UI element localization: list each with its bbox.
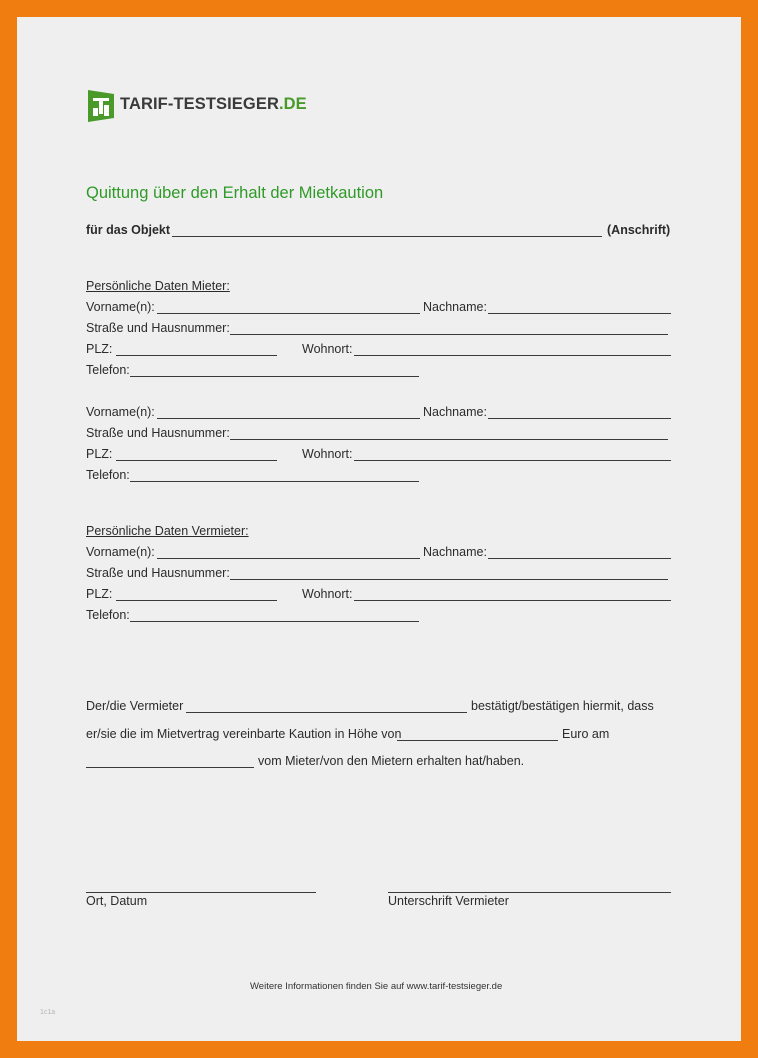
footer-info: Weitere Informationen finden Sie auf www.tarif-testsieger.de xyxy=(250,981,503,992)
tenant1-telefon-field[interactable] xyxy=(130,376,419,377)
tenant2-wohnort-label: Wohnort: xyxy=(302,447,353,461)
receipt-date-field[interactable] xyxy=(86,767,254,768)
tenant1-telefon-label: Telefon: xyxy=(86,363,130,377)
landlord-wohnort-field[interactable] xyxy=(354,600,671,601)
statement-line2-end: Euro am xyxy=(562,727,610,741)
tenant1-wohnort-field[interactable] xyxy=(354,355,671,356)
statement-line3-end: vom Mieter/von den Mietern erhalten hat/haben. xyxy=(258,754,525,768)
place-date-signature-line[interactable] xyxy=(86,892,316,893)
landlord-nachname-field[interactable] xyxy=(488,558,671,559)
statement-line1-end: bestätigt/bestätigen hiermit, dass xyxy=(471,699,654,713)
object-suffix: (Anschrift) xyxy=(607,223,671,237)
watermark: 1c1a xyxy=(40,1009,56,1016)
logo-wordmark xyxy=(120,95,307,114)
landlord-wohnort-label: Wohnort: xyxy=(302,587,353,601)
logo-domain: .DE xyxy=(278,95,307,113)
tenant1-strasse-field[interactable] xyxy=(230,334,668,335)
tenant1-nachname-field[interactable] xyxy=(488,313,671,314)
tenant2-strasse-field[interactable] xyxy=(230,439,668,440)
landlord-signature-label: Unterschrift Vermieter xyxy=(388,894,509,908)
tenant1-vorname-field[interactable] xyxy=(157,313,420,314)
object-address-field[interactable] xyxy=(172,236,602,237)
deposit-amount-field[interactable] xyxy=(397,740,558,741)
tenant1-nachname-label: Nachname: xyxy=(423,300,487,314)
tenant2-nachname-label: Nachname: xyxy=(423,405,487,419)
landlord-strasse-label: Straße und Hausnummer: xyxy=(86,566,230,580)
page-title: Quittung über den Erhalt der Mietkaution xyxy=(86,184,384,202)
landlord-telefon-label: Telefon: xyxy=(86,608,130,622)
statement-line1-start: Der/die Vermieter xyxy=(86,699,184,713)
tenant1-vorname-label: Vorname(n): xyxy=(86,300,155,314)
tenant2-wohnort-field[interactable] xyxy=(354,460,671,461)
tenant1-plz-field[interactable] xyxy=(116,355,277,356)
tenant2-plz-label: PLZ: xyxy=(86,447,113,461)
landlord-nachname-label: Nachname: xyxy=(423,545,487,559)
brand-logo xyxy=(86,88,306,124)
landlord-plz-field[interactable] xyxy=(116,600,277,601)
landlord-telefon-field[interactable] xyxy=(130,621,419,622)
landlord-signature-line[interactable] xyxy=(388,892,671,893)
tenant2-nachname-field[interactable] xyxy=(488,418,671,419)
tenant2-telefon-label: Telefon: xyxy=(86,468,130,482)
tenant1-plz-label: PLZ: xyxy=(86,342,113,356)
landlord-strasse-field[interactable] xyxy=(230,579,668,580)
place-date-label: Ort, Datum xyxy=(86,894,148,908)
landlord-plz-label: PLZ: xyxy=(86,587,113,601)
landlord-name-field[interactable] xyxy=(186,712,467,713)
tenant2-vorname-label: Vorname(n): xyxy=(86,405,155,419)
landlord-vorname-field[interactable] xyxy=(157,558,420,559)
logo-name: TARIF-TESTSIEGER xyxy=(120,95,279,113)
object-label: für das Objekt xyxy=(86,223,171,237)
landlord-heading: Persönliche Daten Vermieter: xyxy=(86,524,249,538)
tenant1-strasse-label: Straße und Hausnummer: xyxy=(86,321,230,335)
logo-icon xyxy=(86,88,116,122)
tenant2-plz-field[interactable] xyxy=(116,460,277,461)
tenant2-strasse-label: Straße und Hausnummer: xyxy=(86,426,230,440)
landlord-vorname-label: Vorname(n): xyxy=(86,545,155,559)
tenant2-vorname-field[interactable] xyxy=(157,418,420,419)
tenant-heading: Persönliche Daten Mieter: xyxy=(86,279,230,293)
statement-line2-start: er/sie die im Mietvertrag vereinbarte Kaution in Höhe von xyxy=(86,727,402,741)
tenant1-wohnort-label: Wohnort: xyxy=(302,342,353,356)
tenant2-telefon-field[interactable] xyxy=(130,481,419,482)
